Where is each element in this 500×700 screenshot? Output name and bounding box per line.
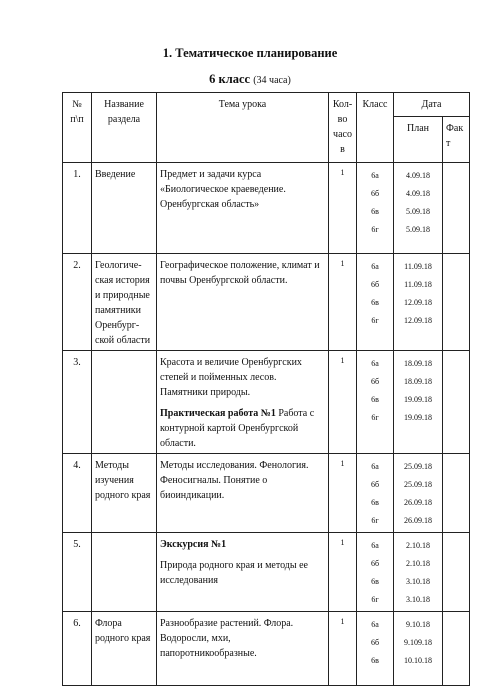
row-number: 6. [63, 612, 92, 686]
section-name [92, 533, 157, 612]
topic-bold: Практическая работа №1 [160, 408, 276, 419]
plan-date: 18.09.18 [404, 359, 432, 368]
plan-date: 26.09.18 [404, 498, 432, 507]
plan-dates [394, 163, 443, 254]
plan-date: 11.09.18 [404, 280, 432, 289]
class-list [357, 163, 394, 254]
plan-dates [394, 351, 443, 454]
class-name: 6г [371, 595, 379, 604]
row-number: 2. [63, 254, 92, 351]
plan-date: 19.09.18 [404, 395, 432, 404]
plan-date: 3.10.18 [406, 577, 430, 586]
class-name: 6в [371, 498, 379, 507]
plan-dates [394, 612, 443, 686]
plan-date: 5.09.18 [406, 207, 430, 216]
hours-count: 1 [329, 163, 357, 254]
topic-text: Предмет и задачи курса «Биологическое краеведение. Оренбургская область» [160, 169, 286, 210]
fact-date [443, 612, 470, 686]
plan-dates [394, 454, 443, 533]
topic-paragraph [160, 458, 325, 503]
topic-text: Географическое положение, климат и почвы Оренбургской области. [160, 260, 320, 286]
hours-count: 1 [329, 351, 357, 454]
class-name: 6а [371, 171, 379, 180]
class-name: 6г [371, 516, 379, 525]
topic-bold: Экскурсия №1 [160, 539, 227, 550]
lesson-topic [157, 454, 329, 533]
hours-count: 1 [329, 612, 357, 686]
col-header-topic: Тема урока [157, 93, 329, 163]
plan-date: 4.09.18 [406, 171, 430, 180]
section-name [92, 351, 157, 454]
plan-date: 18.09.18 [404, 377, 432, 386]
topic-paragraph [160, 355, 325, 400]
class-name: 6б [370, 189, 380, 198]
class-name: 6в [371, 577, 379, 586]
class-list [357, 254, 394, 351]
fact-date [443, 533, 470, 612]
col-header-plan: План [394, 117, 443, 163]
topic-text: Разнообразие растений. Флора. Водоросли, мхи, папоротникообразные. [160, 618, 294, 659]
lesson-topic [157, 351, 329, 454]
topic-text: Методы исследования. Фенология. Феносигналы. Понятие о биоиндикации. [160, 460, 309, 501]
class-name: 6в [371, 656, 379, 665]
class-name: 6в [371, 395, 379, 404]
plan-dates [394, 254, 443, 351]
table-row [63, 454, 470, 533]
row-number: 4. [63, 454, 92, 533]
planning-table [62, 92, 470, 686]
topic-paragraph [160, 406, 325, 451]
plan-date: 26.09.18 [404, 516, 432, 525]
page-heading: 1. Тематическое планирование [162, 46, 338, 60]
plan-date: 11.09.18 [404, 262, 432, 271]
section-name: Введение [92, 163, 157, 254]
lesson-topic [157, 612, 329, 686]
class-name: 6а [371, 620, 379, 629]
hours-label: (34 часа) [253, 75, 291, 86]
class-name: 6б [370, 480, 380, 489]
col-header-num: № п\п [63, 93, 92, 163]
class-list [357, 351, 394, 454]
class-name: 6в [371, 298, 379, 307]
plan-date: 3.10.18 [406, 595, 430, 604]
class-name: 6а [371, 541, 379, 550]
grade-label: 6 класс [209, 72, 251, 86]
col-header-section: Название раздела [92, 93, 157, 163]
topic-paragraph [160, 616, 325, 661]
table-row [63, 254, 470, 351]
row-number: 1. [63, 163, 92, 254]
class-name: 6б [370, 377, 380, 386]
plan-date: 5.09.18 [406, 225, 430, 234]
fact-date [443, 454, 470, 533]
grade-subheading [0, 72, 500, 87]
hours-count: 1 [329, 533, 357, 612]
hours-count: 1 [329, 254, 357, 351]
col-header-count: Кол-во часо в [329, 93, 357, 163]
class-name: 6г [371, 413, 379, 422]
plan-date: 25.09.18 [404, 480, 432, 489]
topic-text: Работа с контурной картой Оренбургской области. [160, 408, 315, 449]
plan-date: 10.10.18 [404, 656, 432, 665]
col-header-date: Дата [394, 93, 470, 117]
topic-paragraph [160, 558, 325, 588]
class-name: 6б [370, 559, 380, 568]
class-list [357, 533, 394, 612]
plan-date: 9.109.18 [404, 638, 432, 647]
col-header-class: Класс [357, 93, 394, 163]
plan-date: 25.09.18 [404, 462, 432, 471]
table-row [63, 351, 470, 454]
row-number: 3. [63, 351, 92, 454]
header-row [63, 93, 470, 117]
class-list [357, 454, 394, 533]
col-header-fact: Фак т [443, 117, 470, 163]
fact-date [443, 351, 470, 454]
class-name: 6а [371, 262, 379, 271]
class-name: 6г [371, 316, 379, 325]
plan-date: 4.09.18 [406, 189, 430, 198]
section-name: Флора родного края [92, 612, 157, 686]
topic-paragraph [160, 258, 325, 288]
class-list [357, 612, 394, 686]
plan-date: 2.10.18 [406, 541, 430, 550]
plan-date: 12.09.18 [404, 298, 432, 307]
row-number: 5. [63, 533, 92, 612]
section-name: Методы изучения родного края [92, 454, 157, 533]
class-name: 6в [371, 207, 379, 216]
plan-dates [394, 533, 443, 612]
class-name: 6г [371, 225, 379, 234]
fact-date [443, 254, 470, 351]
lesson-topic [157, 533, 329, 612]
topic-text: Природа родного края и методы ее исследования [160, 560, 308, 586]
topic-paragraph [160, 537, 325, 552]
class-name: 6а [371, 359, 379, 368]
lesson-topic [157, 163, 329, 254]
class-name: 6а [371, 462, 379, 471]
class-name: 6б [370, 280, 380, 289]
plan-date: 19.09.18 [404, 413, 432, 422]
hours-count: 1 [329, 454, 357, 533]
table-row [63, 163, 470, 254]
topic-paragraph [160, 167, 325, 212]
plan-date: 9.10.18 [406, 620, 430, 629]
topic-text: Красота и величие Оренбургских степей и пойменных лесов. Памятники природы. [160, 357, 302, 398]
table-row [63, 533, 470, 612]
class-name: 6б [370, 638, 380, 647]
plan-date: 12.09.18 [404, 316, 432, 325]
lesson-topic [157, 254, 329, 351]
table-row [63, 612, 470, 686]
section-name: Геологиче-ская история и природные памятники Оренбург-ской области [92, 254, 157, 351]
plan-date: 2.10.18 [406, 559, 430, 568]
fact-date [443, 163, 470, 254]
